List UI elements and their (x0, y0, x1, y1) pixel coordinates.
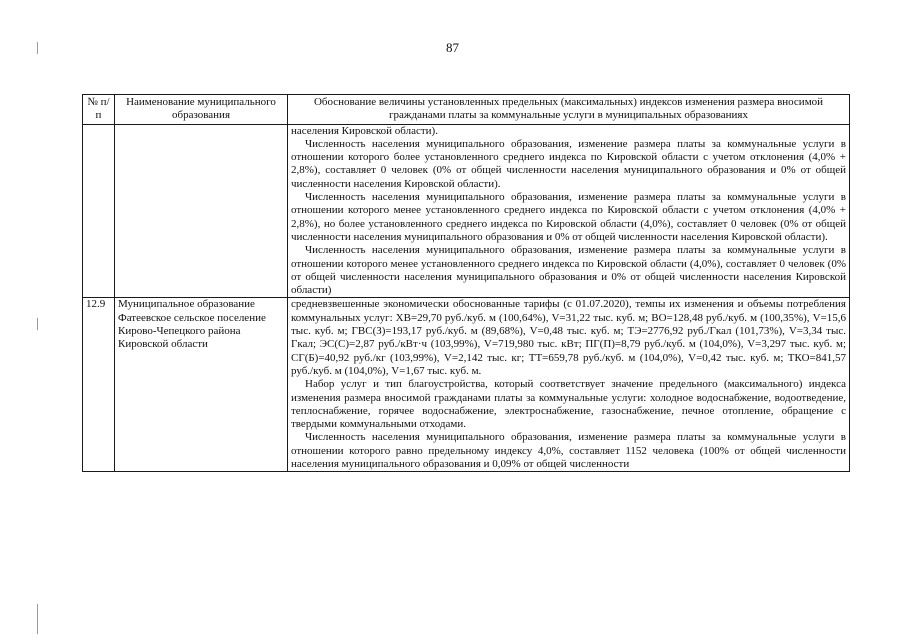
header-number: № п/п (83, 95, 115, 125)
left-margin-mark-bottom (37, 604, 38, 634)
table-header-row (83, 95, 850, 125)
page-number: 87 (446, 40, 459, 55)
paragraph: Численность населения муниципального образования, изменение размера платы за коммунальные услуги в отношении которого менее установленного среднего индекса по Кировской области (4,0%), составляет 0 человек (0% от общей численности населения муниципального образования и 0% от общей численности населения Кировской области) (291, 244, 846, 297)
continuation-number-cell (83, 124, 115, 298)
paragraph: Численность населения муниципального образования, изменение размера платы за коммунальные услуги в отношении которого менее установленного среднего индекса по Кировской области с учетом отклонения (4,0% + 2,8%), но более установленного среднего индекса по Кировской области (4,0%), составляет 0 человек (0% от общей численности населения муниципального образования и 0% от общей численности населения Кировской области). (291, 191, 846, 243)
continuation-name-cell (115, 124, 288, 298)
continuation-justification-cell (288, 124, 850, 298)
paragraph: средневзвешенные экономически обоснованные тарифы (с 01.07.2020), темпы их изменения и объемы потребления коммунальных услуг: ХВ=29,70 руб./куб. м (100,64%), V=31,22 тыс. куб. м; ВО=128,48 руб./куб. м (100,35%), V=15,6 тыс. куб. м; ГВС(З)=193,17 руб./куб. м (89,68%), V=0,48 тыс. куб. м; ТЭ=2776,92 руб./Гкал (101,73%), V=3,34 тыс. Гкал; ЭС(С)=2,87 руб./кВт·ч (103,99%), V=719,980 тыс. кВт; ПГ(П)=8,79 руб./куб. м (104,0%), V=3,297 тыс. куб. м; СГ(Б)=40,92 руб./кг (103,99%), V=2,142 тыс. кг; ТТ=659,78 руб./куб. м (104,0%), V=0,42 тыс. куб. м; ТКО=841,57 руб./куб. м (104,0%), V=1,67 тыс. куб. м. (291, 298, 846, 377)
header-municipality-name: Наименование муниципального образования (115, 95, 288, 125)
header-justification: Обоснование величины установленных предельных (максимальных) индексов изменения размера вносимой гражданами платы за коммунальные услуги в муниципальных образованиях (288, 95, 850, 125)
municipality-name: Муниципальное образование Фатеевское сельское поселение Кирово-Чепецкого района Кировской области (115, 298, 288, 472)
justification-cell (288, 298, 850, 472)
tariff-index-table (82, 94, 850, 472)
paragraph: населения Кировской области). (291, 124, 438, 137)
paragraph: Численность населения муниципального образования, изменение размера платы за коммунальные услуги в отношении которого более установленного среднего индекса по Кировской области с учетом отклонения (4,0% + 2,8%), составляет 0 человек (0% от общей численности населения муниципального образования и 0% от общей численности населения Кировской области). (291, 137, 846, 190)
table-row-continuation (83, 124, 850, 298)
left-margin-mark-middle (37, 318, 38, 330)
paragraph: Набор услуг и тип благоустройства, который соответствует значение предельного (максимального) индекса изменения размера вносимой гражданами платы за коммунальные услуги: холодное водоснабжение, водоотведение, теплоснабжение, горячее водоснабжение, электроснабжение, газоснабжение, печное отопление, обращение с твердыми коммунальными отходами. (291, 378, 846, 431)
row-number: 12.9 (83, 298, 115, 472)
paragraph: Численность населения муниципального образования, изменение размера платы за коммунальные услуги в отношении которого равно предельному индексу 4,0%, составляет 1152 человека (100% от общей численности населения муниципального образования и 0,09% от общей численности (291, 431, 846, 471)
table-row-12-9 (83, 298, 850, 472)
